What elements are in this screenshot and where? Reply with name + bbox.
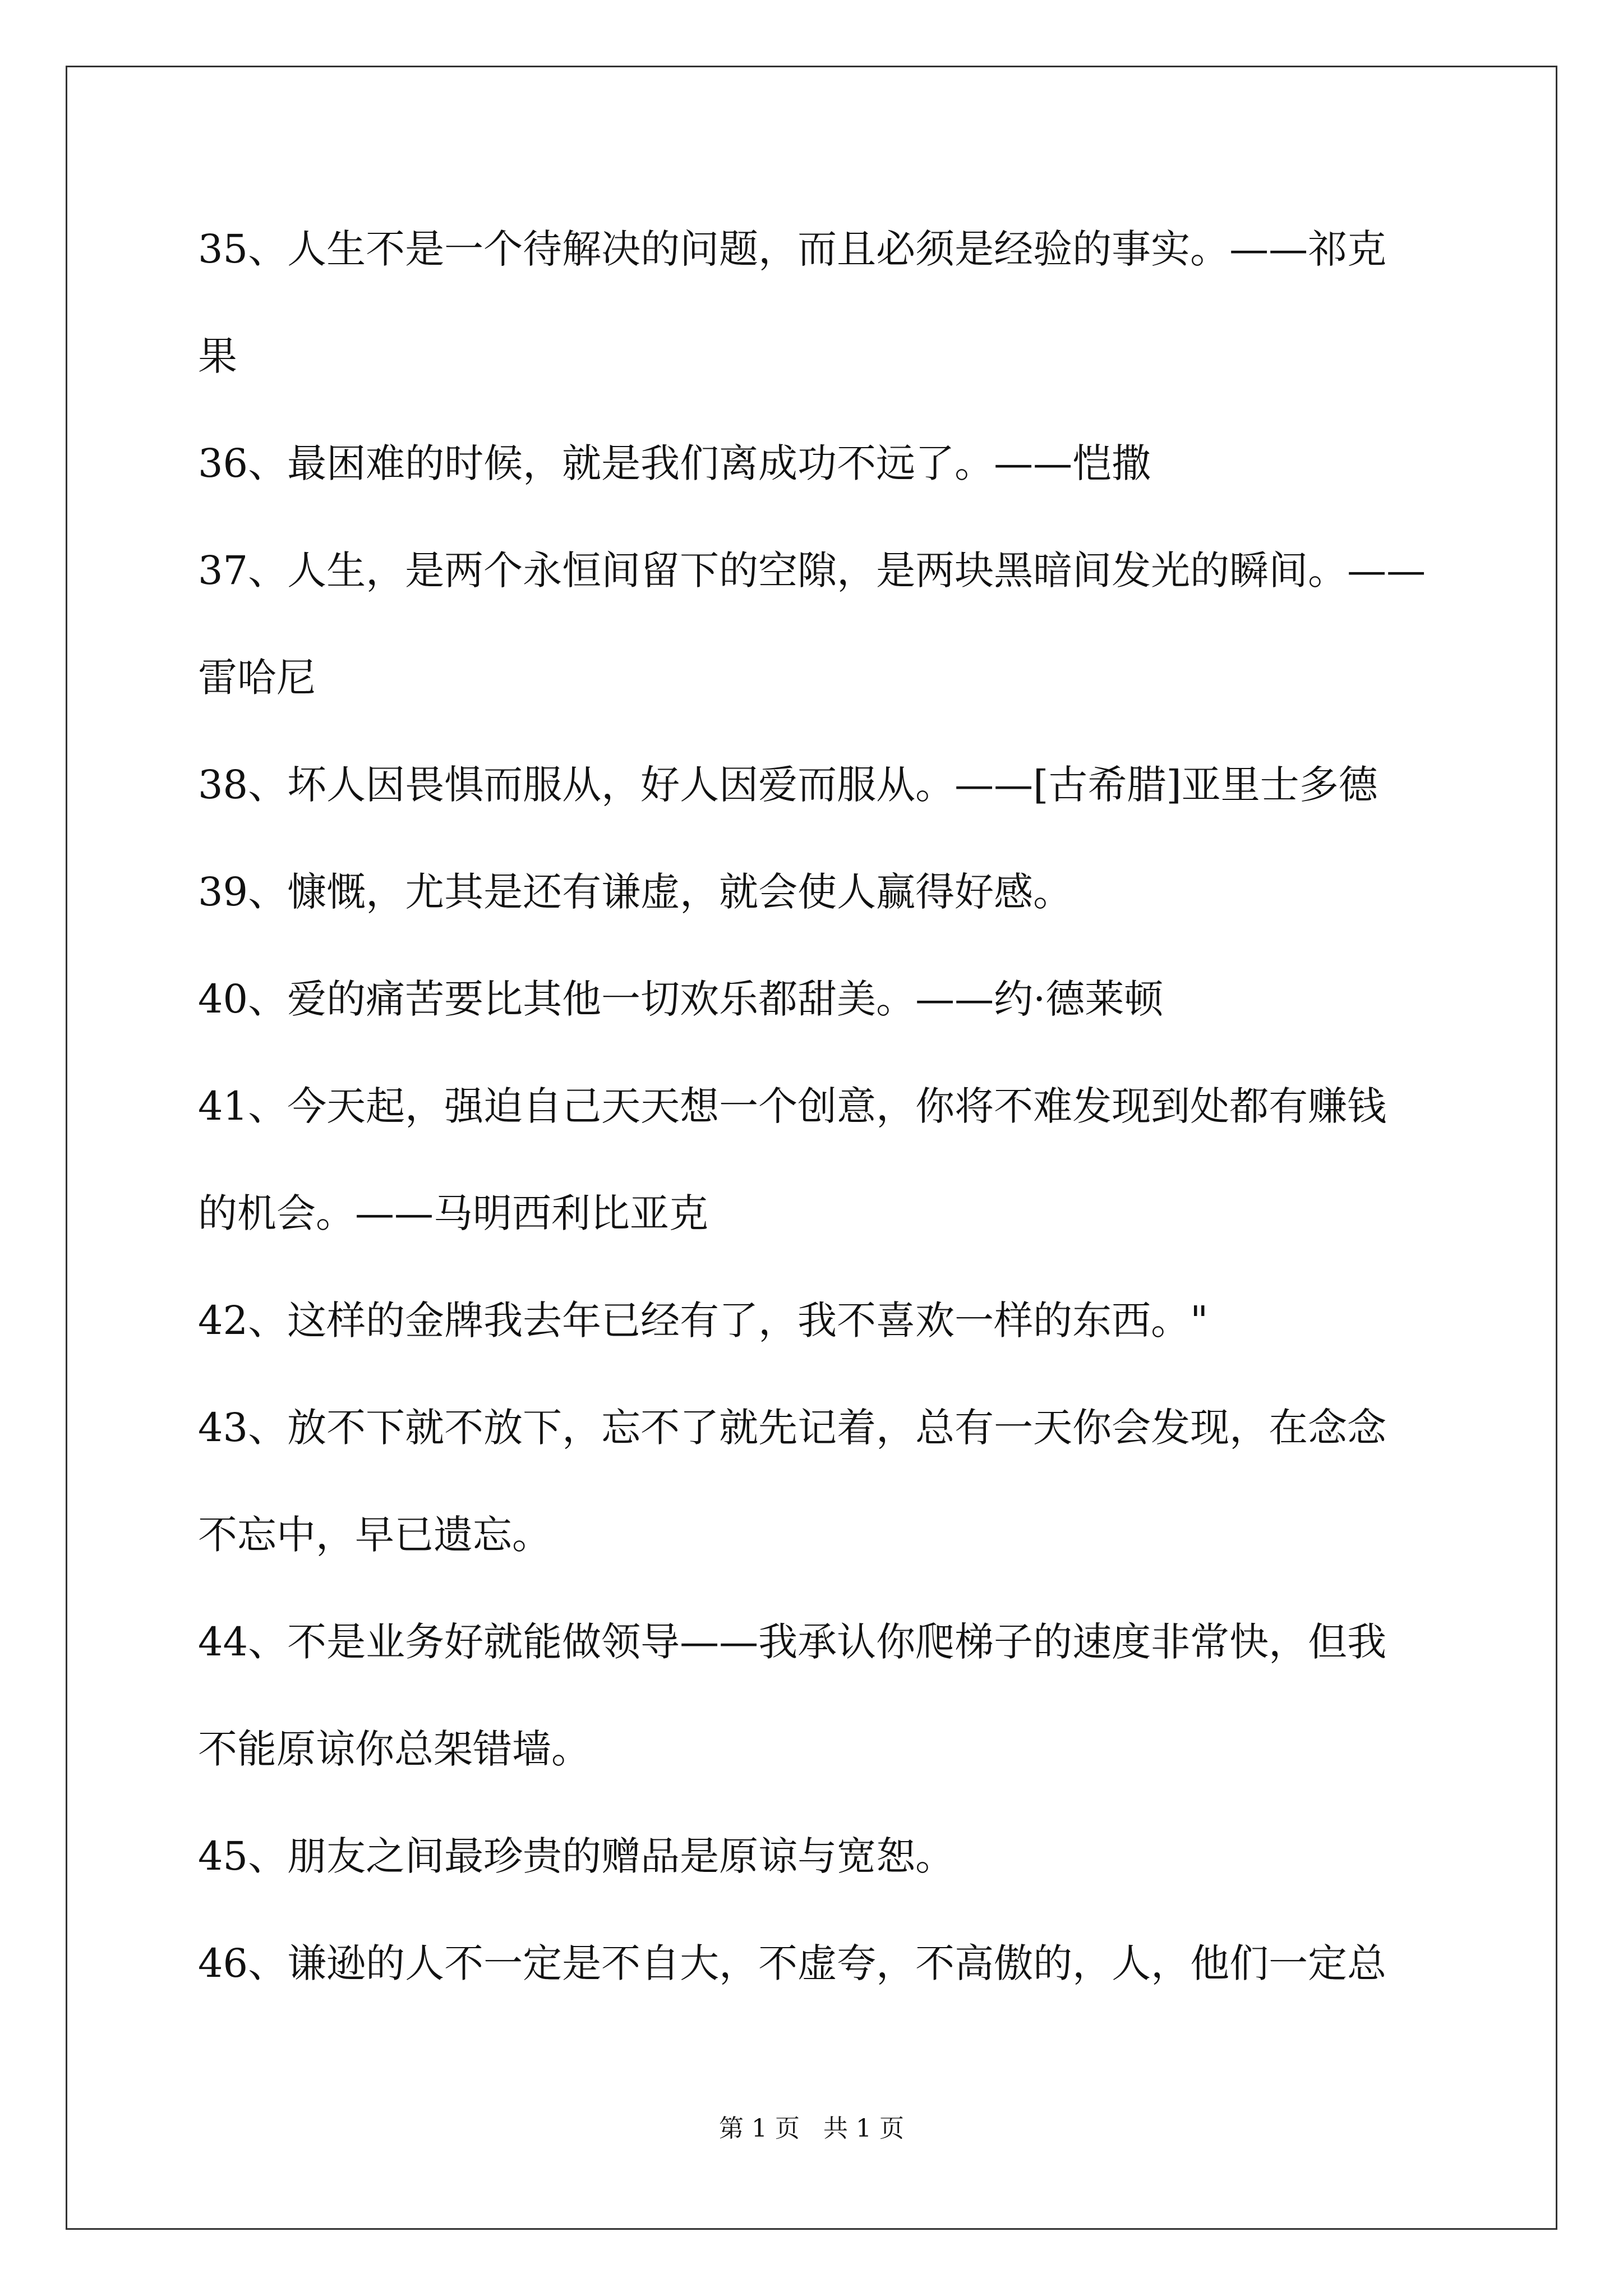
text-line: 37、人生，是两个永恒间留下的空隙，是两块黑暗间发光的瞬间。——	[198, 547, 1426, 593]
text-line: 雷哈尼	[198, 655, 316, 701]
text-line: 44、不是业务好就能做领导——我承认你爬梯子的速度非常快，但我	[198, 1619, 1387, 1665]
text-line: 41、今天起，强迫自己天天想一个创意，你将不难发现到处都有赚钱	[198, 1083, 1387, 1129]
text-line: 38、坏人因畏惧而服从，好人因爱而服从。——[古希腊]亚里士多德	[198, 762, 1378, 808]
text-line: 42、这样的金牌我去年已经有了，我不喜欢一样的东西。"	[198, 1297, 1209, 1343]
text-line: 40、爱的痛苦要比其他一切欢乐都甜美。——约·德莱顿	[198, 976, 1164, 1022]
text-line: 的机会。——马明西利比亚克	[198, 1190, 708, 1236]
document-body	[198, 218, 1437, 2039]
text-line: 不能原谅你总架错墙。	[198, 1726, 591, 1772]
text-line: 43、放不下就不放下，忘不了就先记着，总有一天你会发现，在念念	[198, 1405, 1387, 1451]
text-line: 46、谦逊的人不一定是不自大，不虚夸，不高傲的，人，他们一定总	[198, 1940, 1387, 1986]
page-number-footer: 第 1 页 共 1 页	[719, 2114, 904, 2143]
text-line: 36、最困难的时候，就是我们离成功不远了。——恺撒	[198, 440, 1151, 486]
text-line: 果	[198, 333, 237, 379]
text-line: 35、人生不是一个待解决的问题，而且必须是经验的事实。——祁克	[198, 226, 1387, 272]
text-line: 45、朋友之间最珍贵的赠品是原谅与宽恕。	[198, 1833, 955, 1879]
text-line: 不忘中，早已遗忘。	[198, 1512, 551, 1558]
text-line: 39、慷慨，尤其是还有谦虚，就会使人赢得好感。	[198, 869, 1073, 915]
